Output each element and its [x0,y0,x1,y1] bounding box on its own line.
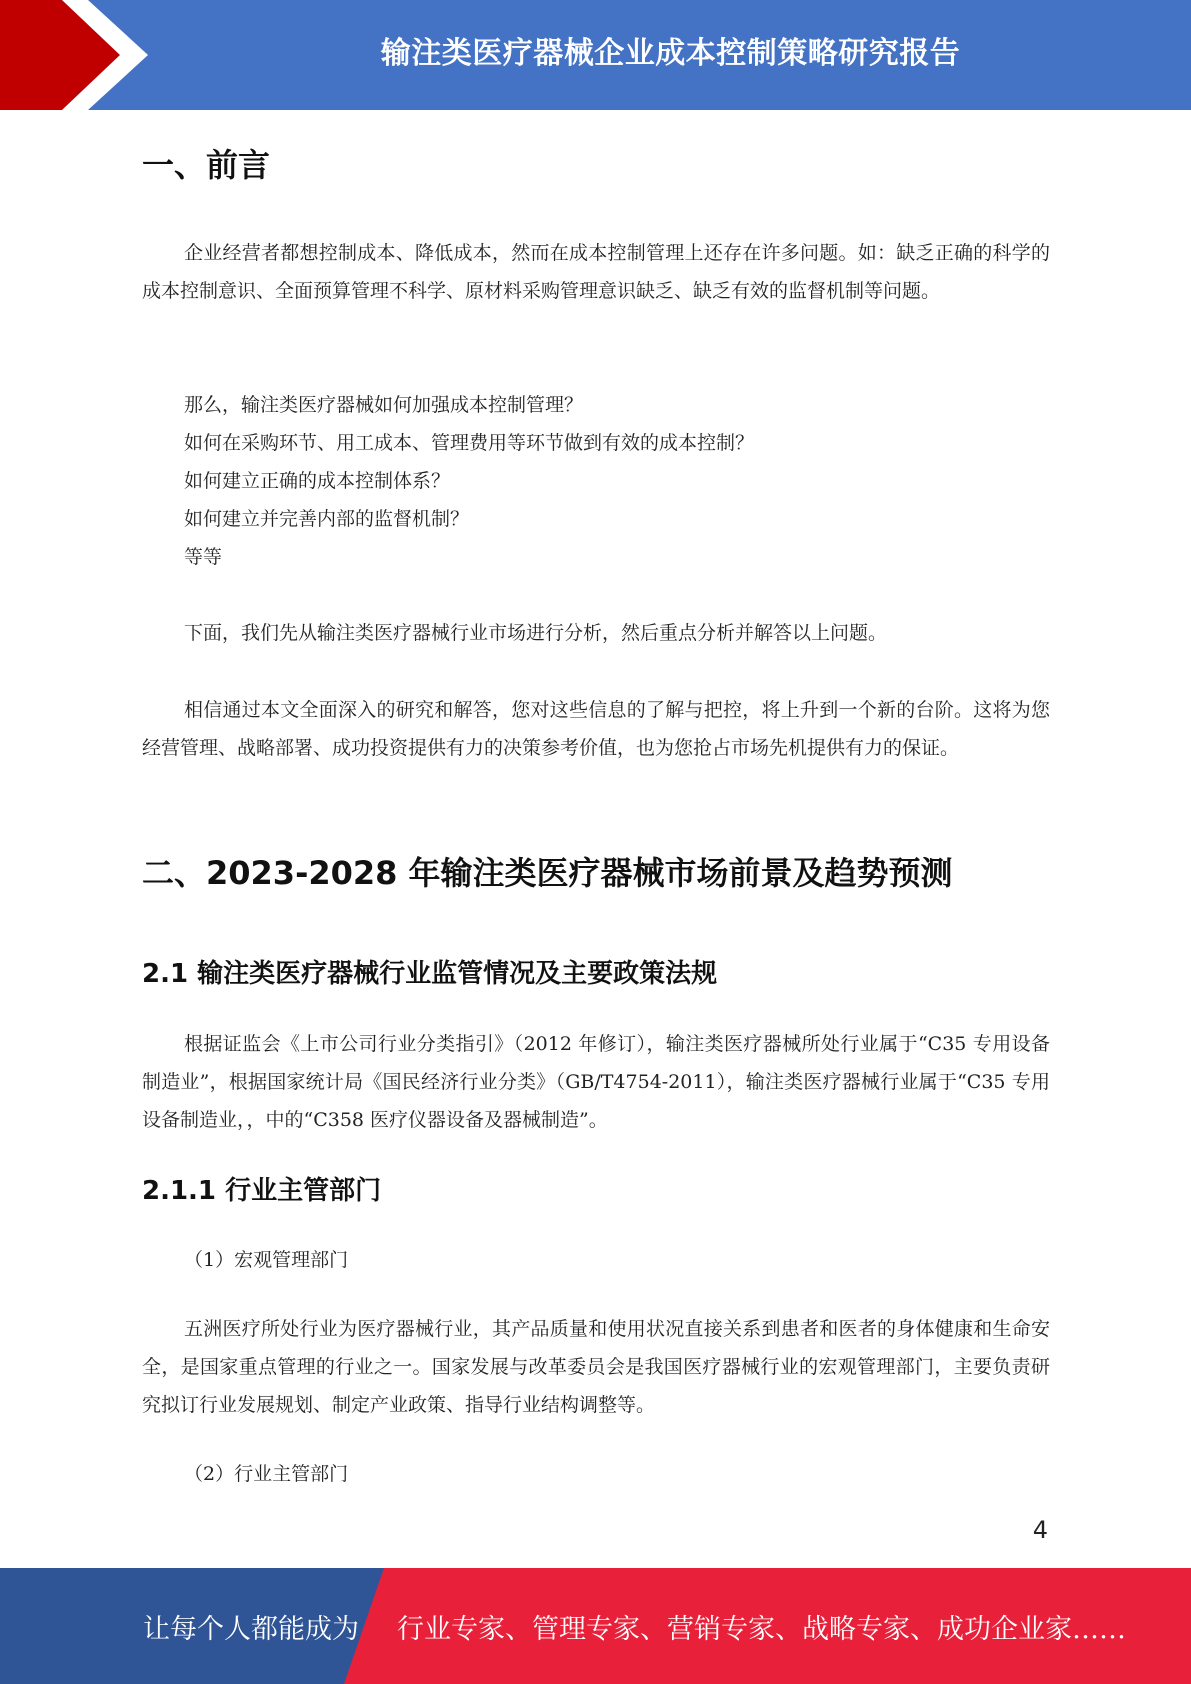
department-paragraph: 五洲医疗所处行业为医疗器械行业，其产品质量和使用状况直接关系到患者和医者的身体健康和生命安全，是国家重点管理的行业之一。国家发展与改革委员会是我国医疗器械行业的宏观管理部门，主要负责研究拟订行业发展规划、制定产业政策、指导行业结构调整等。 [142,1318,1050,1416]
subsection-heading-2-1: 2.1 输注类医疗器械行业监管情况及主要政策法规 [142,959,718,989]
list-item-macro-department: （1）宏观管理部门 [184,1249,349,1271]
footer-slogan-right: 行业专家、管理专家、营销专家、战略专家、成功企业家…… [397,1613,1126,1645]
question-line-4: 如何建立并完善内部的监督机制？ [184,508,470,530]
footer-slogan-left: 让每个人都能成为 [143,1613,359,1645]
page-number: 4 [1032,1516,1048,1544]
header-banner [0,0,1191,110]
question-line-3: 如何建立正确的成本控制体系？ [184,470,451,492]
section-heading-preface: 一、前言 [142,146,271,184]
footer-banner [0,1568,1191,1684]
preface-paragraph-1: 企业经营者都想控制成本、降低成本，然而在成本控制管理上还存在许多问题。如：缺乏正确的科学的成本控制意识、全面预算管理不科学、原材料采购管理意识缺乏、缺乏有效的监督机制等问题。 [142,242,1050,302]
preface-paragraph-3: 相信通过本文全面深入的研究和解答，您对这些信息的了解与把控，将上升到一个新的台阶。这将为您经营管理、战略部署、成功投资提供有力的决策参考价值，也为您抢占市场先机提供有力的保证。 [142,699,1050,759]
subsection-heading-2-1-1: 2.1.1 行业主管部门 [142,1176,382,1206]
preface-paragraph-2: 下面，我们先从输注类医疗器械行业市场进行分析，然后重点分析并解答以上问题。 [184,622,888,644]
question-line-5: 等等 [184,546,223,568]
list-item-industry-department: （2）行业主管部门 [184,1463,349,1485]
question-line-2: 如何在采购环节、用工成本、管理费用等环节做到有效的成本控制？ [184,432,755,454]
header-arrow-decoration [0,0,160,110]
report-title: 输注类医疗器械企业成本控制策略研究报告 [380,36,961,71]
question-line-1: 那么，输注类医疗器械如何加强成本控制管理？ [184,394,584,416]
regulation-paragraph: 根据证监会《上市公司行业分类指引》（2012 年修订），输注类医疗器械所处行业属于“C35 专用设备制造业”，根据国家统计局《国民经济行业分类》（GB/T4754-2011），输注类医疗器械行业属于“C35 专用设备制造业，，中的“C358 医疗仪器设备及器械制造”。 [142,1033,1050,1131]
section-heading-market-outlook: 二、2023-2028 年输注类医疗器械市场前景及趋势预测 [142,854,953,892]
